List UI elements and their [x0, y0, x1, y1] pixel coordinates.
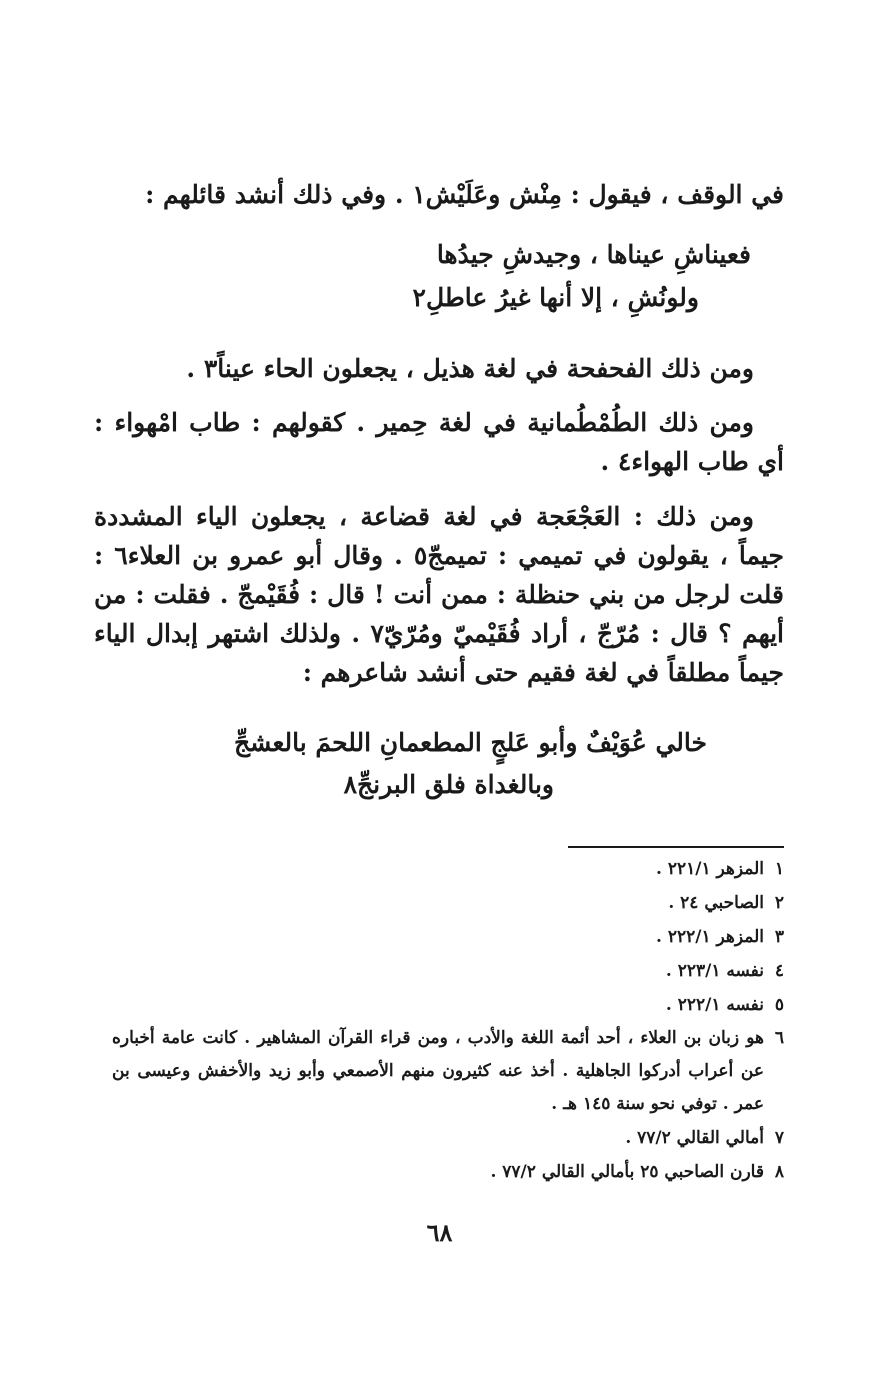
footnote-text: هو زبان بن العلاء ، أحد أئمة اللغة والأدب ، ومن قراء القرآن المشاهير . كانت عامة أخباره عن أعراب أدركوا الجاهلية . أخذ عنه كثيرون منهم الأصمعي وأبو زيد والأخفش وعيسى بن عمر . توفي نحو سنة ١٤٥ هـ .	[112, 1028, 764, 1114]
ajaja-text: ومن ذلك : العَجْعَجة في لغة قضاعة ، يجعلون الياء المشددة جيماً ، يقولون في تميمي : تميمجّ٥ . وقال أبو عمرو بن العلاء٦ : قلت لرجل من بني حنظلة : ممن أنت ! قال : فُقَيْمجّ . فقلت : من أيهم ؟ قال : مُرّجّ ، أراد فُقَيْميّ ومُرّيّ٧ . ولذلك اشتهر إبدال الياء جيماً مطلقاً في لغة فقيم حتى أنشد شاعرهم :	[94, 502, 785, 687]
page-number: ٦٨	[426, 1218, 453, 1247]
verse-1-line-2: ولونُشِ ، إلا أنها غيرُ عاطلِ٢	[412, 283, 699, 312]
fahfaha-paragraph	[94, 349, 784, 388]
footnote-number: ١	[774, 859, 784, 879]
footnote-number: ٨	[774, 1162, 784, 1182]
footnote-item	[112, 886, 784, 920]
footnote-number: ٥	[774, 995, 784, 1015]
intro-text: في الوقف ، فيقول : مِنْش وعَلَيْش١ . وفي ذلك أنشد قائلهم :	[145, 180, 784, 209]
footnote-text: المزهر ٢٢١/١ .	[656, 859, 764, 879]
footnote-text: أمالي القالي ٧٧/٢ .	[625, 1128, 764, 1148]
footnote-text: نفسه ٢٢٣/١ .	[665, 961, 764, 981]
footnote-number: ٢	[774, 893, 784, 913]
footnote-item	[112, 1121, 784, 1155]
footnote-text: نفسه ٢٢٢/١ .	[665, 995, 764, 1015]
intro-paragraph	[94, 175, 784, 214]
verse-1-line-1: فعيناشِ عيناها ، وجيدشِ جيدُها	[436, 240, 751, 269]
footnote-item	[112, 1155, 784, 1189]
footnote-item	[112, 852, 784, 886]
footnote-text: قارن الصاحبي ٢٥ بأمالي القالي ٧٧/٢ .	[490, 1162, 764, 1182]
fahfaha-text: ومن ذلك الفحفحة في لغة هذيل ، يجعلون الحاء عيناً٣ .	[186, 354, 754, 383]
footnote-number: ٧	[774, 1128, 784, 1148]
footnote-number: ٣	[774, 927, 784, 947]
footnote-number: ٦	[774, 1028, 784, 1048]
footnote-text: المزهر ٢٢٢/١ .	[656, 927, 764, 947]
tumtumaniyya-text: ومن ذلك الطُمْطُمانية في لغة حِمير . كقولهم : طاب امْهواء : أي طاب الهواء٤ .	[94, 408, 784, 476]
ajaja-paragraph	[94, 497, 784, 692]
verse-2-line-2: وبالغداة فلق البرنجِّ٨	[343, 770, 554, 799]
footnote-item	[112, 1022, 784, 1121]
footnote-number: ٤	[774, 961, 784, 981]
footnote-separator	[568, 846, 784, 848]
verse-2-line-1: خالي عُوَيْفٌ وأبو عَلجٍ المطعمانِ اللحمَ بالعشجِّ	[234, 728, 707, 757]
footnotes	[112, 852, 784, 1189]
footnote-text: الصاحبي ٢٤ .	[668, 893, 764, 913]
footnote-item	[112, 954, 784, 988]
tumtumaniyya-paragraph	[94, 403, 784, 481]
footnote-item	[112, 988, 784, 1022]
footnote-item	[112, 920, 784, 954]
